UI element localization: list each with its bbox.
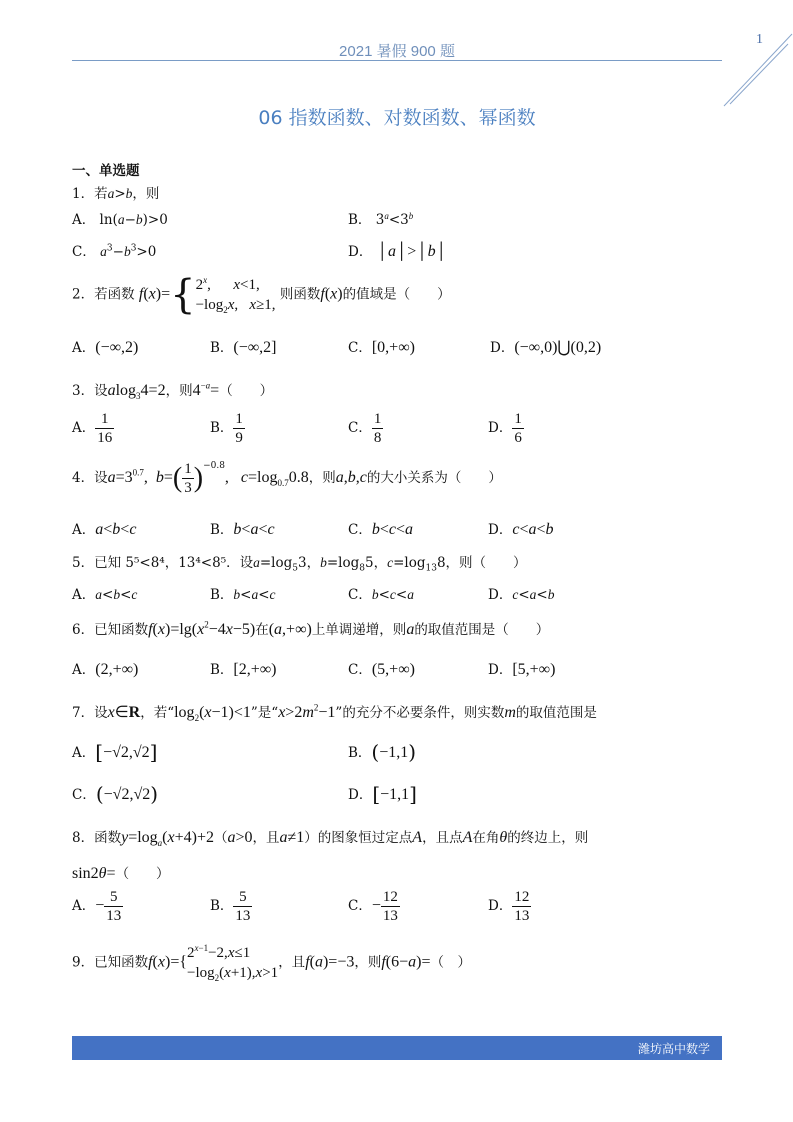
- q3-option-d[interactable]: D． $\frac{1}{6}$: [488, 411, 522, 446]
- header-title: 2021 暑假 900 题: [339, 43, 455, 60]
- q5-option-d[interactable]: D．c<a<b: [488, 587, 555, 603]
- q3-option-b[interactable]: B． $\frac{1}{9}$: [210, 411, 243, 446]
- q5-option-b[interactable]: B．b<a<c: [210, 587, 276, 603]
- question-2: 2．若函数 $f(x)=\{2^x$, x<1, $-\log_2x$, x≥1, 则函数f(x)的值域是（ ）: [72, 272, 451, 318]
- q1-option-a[interactable]: A． ln(a−b)>0: [72, 212, 168, 228]
- question-1: 1．若a>b，则: [72, 186, 160, 202]
- footer-bar: [72, 1036, 722, 1060]
- q2-option-d[interactable]: D．(−∞,0)⋃(0,2): [490, 339, 602, 356]
- q6-option-c[interactable]: C．(5,+∞): [348, 661, 415, 678]
- page-number: 1: [756, 32, 763, 47]
- q7-option-a[interactable]: A．[−√2,√2]: [72, 740, 158, 764]
- q7-option-c[interactable]: C．(−√2,√2): [72, 782, 159, 806]
- q1-option-b[interactable]: B． $3^a<3^b$: [348, 210, 414, 228]
- section-heading: 一、单选题: [72, 163, 140, 179]
- question-7: 7．设x∈R，若“$\log_2(x-1)<1$”是“$x>2m^2-1$”的充分不必要条件，则实数m的取值范围是: [72, 702, 597, 724]
- question-9: 9．已知函数$f(x)=\{2^{x-1}-2,x\le 1$ $-\log_2(x+1),x>1$，且f(a)=−3，则f(6−a)=（ ）: [72, 943, 472, 983]
- question-8: 8．函数$y=\log_a(x+4)+2(a>0$，且a≠1）的图象恒过定点A，且点A在角θ的终边上，则: [72, 829, 589, 849]
- q8-option-a[interactable]: A．− $\frac{5}{13}$: [72, 889, 122, 924]
- q3-option-c[interactable]: C． $\frac{1}{8}$: [348, 411, 382, 446]
- q1-option-c[interactable]: C． $a^3-b^3>0$: [72, 243, 157, 260]
- header-rule: [72, 60, 722, 61]
- q6-option-a[interactable]: A．(2,+∞): [72, 661, 139, 678]
- q7-option-d[interactable]: D．[−1,1]: [348, 782, 417, 806]
- q5-option-c[interactable]: C．b<c<a: [348, 587, 414, 603]
- question-8-line-2: sin2θ=（ ）: [72, 865, 170, 882]
- question-5: 5．已知 5⁵<8⁴，13⁴<8⁵．设$a=\log_53$，$b=\log_85$，$c=\log_{13}8$，则（ ）: [72, 555, 527, 574]
- q1-option-d[interactable]: D． │a│>│b│: [348, 243, 448, 260]
- question-6: 6．已知函数$f(x)=\lg(x^2-4x-5)$在(a,+∞)上单调递增，则a的取值范围是（ ）: [72, 619, 550, 638]
- q5-option-a[interactable]: A．a<b<c: [72, 587, 138, 603]
- question-3: 3．设alog$_3$4=2，则$4^{-a}=$（ ）: [72, 380, 274, 402]
- corner-decoration: [722, 30, 793, 110]
- q4-option-b[interactable]: B．b<a<c: [210, 521, 275, 538]
- q7-option-b[interactable]: B．(−1,1): [348, 740, 417, 764]
- q4-option-c[interactable]: C．b<c<a: [348, 521, 414, 538]
- q2-option-b[interactable]: B．(−∞,2]: [210, 339, 277, 356]
- q6-option-b[interactable]: B．[2,+∞): [210, 661, 277, 678]
- footer-text: 潍坊高中数学: [637, 1042, 710, 1056]
- q8-option-d[interactable]: D． $\frac{12}{13}$: [488, 889, 530, 924]
- q8-option-b[interactable]: B． $\frac{5}{13}$: [210, 889, 251, 924]
- q3-option-a[interactable]: A． $\frac{1}{16}$: [72, 411, 113, 446]
- q4-option-d[interactable]: D．c<a<b: [488, 521, 554, 538]
- document-title: 06 指数函数、对数函数、幂函数: [258, 107, 536, 129]
- question-4: 4．设$a=3^{0.7}$, b=( $\frac{1}{3}$ )$^{-0.8}$, $c=\log_{0.7}0.8$，则a,b,c的大小关系为（ ）: [72, 461, 502, 496]
- q2-option-a[interactable]: A．(−∞,2): [72, 339, 139, 356]
- q4-option-a[interactable]: A．a<b<c: [72, 521, 137, 538]
- q8-option-c[interactable]: C．− $\frac{12}{13}$: [348, 889, 398, 924]
- q6-option-d[interactable]: D．[5,+∞): [488, 661, 556, 678]
- q2-option-c[interactable]: C．[0,+∞): [348, 339, 415, 356]
